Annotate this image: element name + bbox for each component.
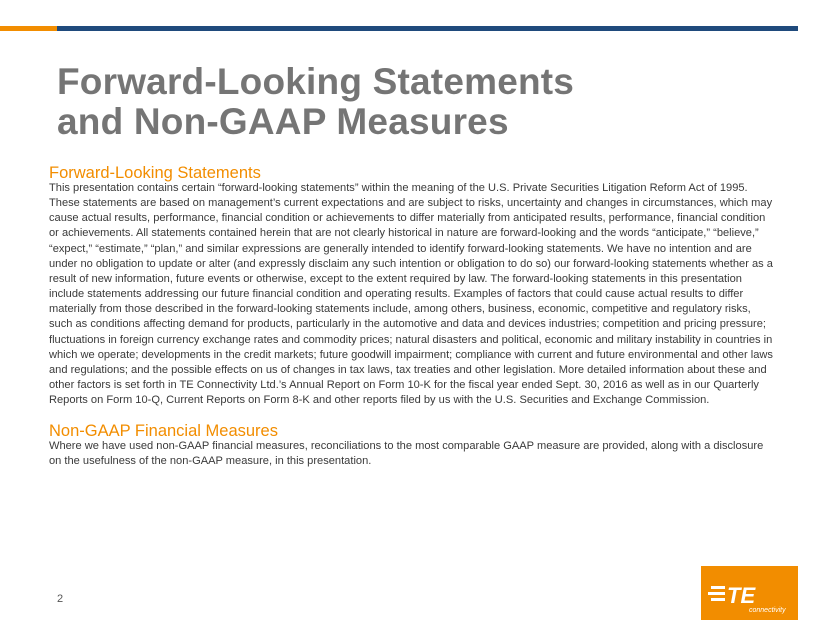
slide-title	[57, 62, 574, 142]
forward-looking-body: This presentation contains certain “forward-looking statements” within the meaning of the U.S. Private Securities Litigation Reform Act of 1995. These statements are based on management’s current expectations and are subject to risks, uncertainty and changes in circumstances, which may cause actual results, performance, financial condition or achievements to differ materially from anticipated results, performance, financial condition or achievements. All statements contained herein that are not clearly historical in nature are forward-looking and the words “anticipate,” “believe,” “expect,” “estimate,” “plan,” and similar expressions are generally intended to identify forward-looking statements. We have no intention and are under no obligation to update or alter (and expressly disclaim any such intention or obligation to do so) our forward-looking statements whether as a result of new information, future events or otherwise, except to the extent required by law. The forward-looking statements in this presentation include statements addressing our future financial condition and operating results. Examples of factors that could cause actual results to differ materially from those described in the forward-looking statements include, among others, business, economic, competitive and regulatory risks, such as conditions affecting demand for products, particularly in the automotive and data and devices industries; competition and pricing pressure; fluctuations in foreign currency exchange rates and commodity prices; natural disasters and political, economic and military instability in countries in which we operate; developments in the credit markets; future goodwill impairment; compliance with current and future environmental and other laws and regulations; and the possible effects on us of changes in tax laws, tax treaties and other legislation. More detailed information about these and other factors is set forth in TE Connectivity Ltd.’s Annual Report on Form 10-K for the fiscal year ended Sept. 30, 2016 as well as in our Quarterly Reports on Form 10-Q, Current Reports on Form 8-K and other reports filed by us with the U.S. Securities and Exchange Commission.	[49, 182, 773, 407]
slide-title-line-1: Forward-Looking Statements	[57, 61, 575, 102]
slide-title-line-2: and Non-GAAP Measures	[57, 101, 509, 142]
non-gaap-heading: Non-GAAP Financial Measures	[49, 422, 278, 440]
header-accent-bar-orange	[0, 26, 57, 31]
te-connectivity-logo	[701, 566, 798, 620]
te-logo-mark-icon	[701, 566, 798, 620]
non-gaap-body: Where we have used non-GAAP financial measures, reconciliations to the most comparable GAAP measure are provided, along with a disclosure on the usefulness of the non-GAAP measure, in this presentation.	[49, 440, 764, 468]
page-number: 2	[57, 593, 64, 605]
logo-wordmark: TE	[727, 583, 756, 608]
logo-tagline: connectivity	[749, 607, 786, 614]
forward-looking-heading: Forward-Looking Statements	[49, 164, 261, 182]
header-accent-bar-blue	[57, 26, 798, 31]
